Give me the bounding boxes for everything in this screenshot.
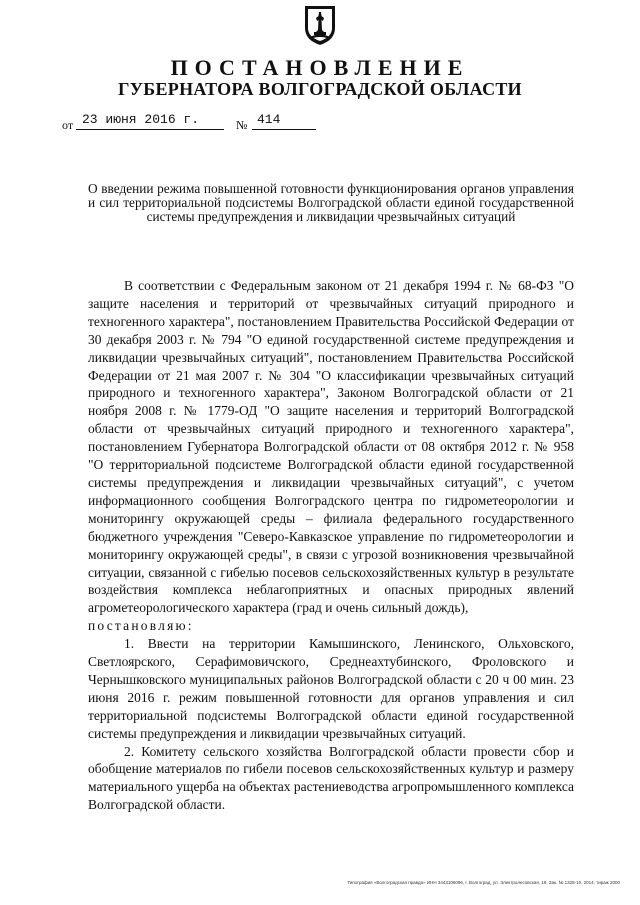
printer-imprint: Типография «Волгоградская правда» ИНН 3443106096, г. Волгоград, ул. Электролесовская, 19. Зак. № 1328-10. 2014, тираж 2000 xyxy=(347,880,620,885)
from-label: от xyxy=(62,118,74,132)
document-title: ПОСТАНОВЛЕНИЕ xyxy=(170,55,470,80)
date-underline xyxy=(76,129,224,130)
coat-of-arms-icon xyxy=(303,4,337,46)
item-2-paragraph: 2. Комитету сельского хозяйства Волгоградской области провести сбор и обобщение материалов по гибели посевов сельскохозяйственных культур и размеру материального ущерба на объектах растениеводства агропромышленного комплекса Волгоградской области. xyxy=(88,743,574,813)
number-underline xyxy=(252,129,316,130)
decree-word: постановляю: xyxy=(88,618,194,634)
document-body xyxy=(88,277,574,814)
issuer-subtitle: ГУБЕРНАТОРА ВОЛГОГРАДСКОЙ ОБЛАСТИ xyxy=(118,79,522,99)
number-label: № xyxy=(236,118,248,132)
document-subject: О введении режима повышенной готовности функционирования органов управления и сил территориальной подсистемы Волгоградской области единой государственной системы предупреждения и ликвидации чрезвычайных ситуаций xyxy=(88,181,574,224)
document-date: 23 июня 2016 г. xyxy=(82,112,200,127)
preamble-paragraph: В соответствии с Федеральным законом от 21 декабря 1994 г. № 68-ФЗ "О защите населения и территорий от чрезвычайных ситуаций природного и техногенного характера", постановлением Правительства Российской Федерации от 30 декабря 2003 г. № 794 "О единой государственной системе предупреждения и ликвидации чрезвычайных ситуаций", постановлением Правительства Российской Федерации от 21 мая 2007 г. № 304 "О классификации чрезвычайных ситуаций природного и техногенного характера", Законом Волгоградской области от 21 ноября 2008 г. № 1779-ОД "О защите населения и территорий Волгоградской области от чрезвычайных ситуаций природного и техногенного характера", постановлением Губернатора Волгоградской области от 08 октября 2012 г. № 958 "О территориальной подсистеме Волгоградской области единой государственной системы предупреждения и ликвидации чрезвычайных ситуаций", с учетом информационного сообщения Волгоградского центра по гидрометеорологии и мониторингу окружающей среды – филиала федерального государственного бюджетного учреждения "Северо-Кавказское управление по гидрометеорологии и мониторингу окружающей среды", в связи с угрозой возникновения чрезвычайной ситуации, связанной с гибелью посевов сельскохозяйственных культур в результате воздействия комплекса неблагоприятных и опасных природных явлений агрометеорологического характера (град и очень сильный дождь), xyxy=(88,278,574,616)
item-1-paragraph: 1. Ввести на территории Камышинского, Ленинского, Ольховского, Светлоярского, Серафимовичского, Среднеахтубинского, Фроловского и Чернышковского муниципальных районов Волгоградской области с 20 ч 00 мин. 23 июня 2016 г. режим повышенной готовности для органов управления и сил территориальной подсистемы Волгоградской области единой государственной системы предупреждения и ликвидации чрезвычайных ситуаций. xyxy=(88,636,574,741)
document-number: 414 xyxy=(257,112,281,127)
